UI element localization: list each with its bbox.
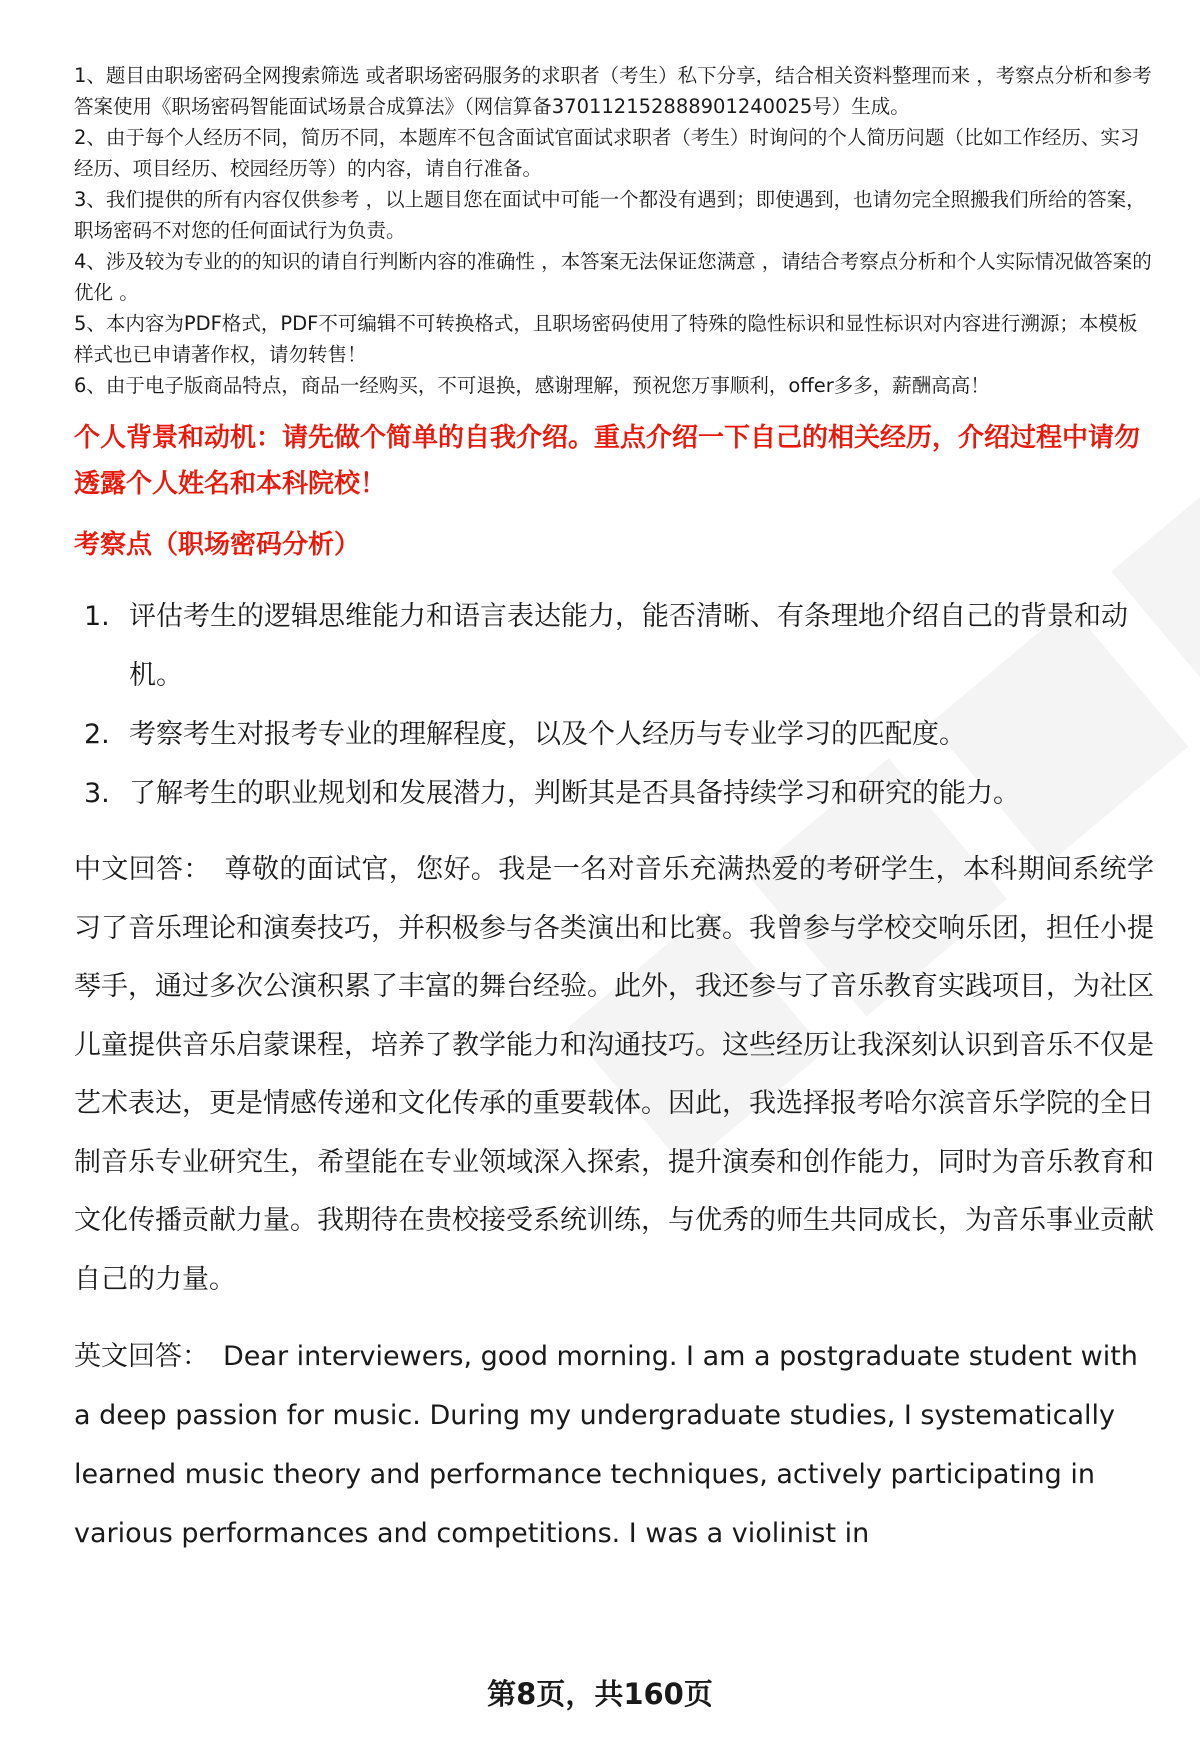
chinese-answer-label: 中文回答： [74,854,211,885]
english-answer-text: Dear interviewers, good morning. I am a postgraduate student with a deep passion for music. During my undergraduate studies, I systematically learned music theory and performance techniques, actively participating in various performances and competitions. I was a violinist in [74,1341,1138,1549]
point-number: 3. [84,778,110,809]
point-number: 2. [84,719,110,750]
disclaimer-note: 3、我们提供的所有内容仅供参考 ，以上题目您在面试中可能一个都没有遇到；即使遇到，也请勿完全照搬我们所给的答案，职场密码不对您的任何面试行为负责。 [74,188,1146,242]
english-answer [74,1327,1154,1563]
disclaimer-notes [74,60,1154,401]
point-text: 评估考生的逻辑思维能力和语言表达能力，能否清晰、有条理地介绍自己的背景和动机。 [129,601,1128,691]
interview-question: 个人背景和动机：请先做个简单的自我介绍。重点介绍一下自己的相关经历，介绍过程中请勿透露个人姓名和本科院校！ [74,423,1141,499]
point-text: 了解考生的职业规划和发展潜力，判断其是否具备持续学习和研究的能力。 [129,778,1020,809]
chinese-answer [74,841,1154,1309]
disclaimer-note: 5、本内容为PDF格式，PDF不可编辑不可转换格式，且职场密码使用了特殊的隐性标识和显性标识对内容进行溯源；本模板样式也已申请著作权，请勿转售！ [74,312,1138,366]
disclaimer-note: 4、涉及较为专业的的知识的请自行判断内容的准确性 ，本答案无法保证您满意 ，请结合考察点分析和个人实际情况做答案的优化 。 [74,250,1152,304]
assessment-point [74,705,1154,764]
assessment-points [74,587,1154,823]
disclaimer-note: 2、由于每个人经历不同，简历不同，本题库不包含面试官面试求职者（考生）时询问的个人简历问题（比如工作经历、实习经历、项目经历、校园经历等）的内容，请自行准备。 [74,126,1140,180]
assessment-point [74,587,1154,705]
chinese-answer-text: 尊敬的面试官，您好。我是一名对音乐充满热爱的考研学生，本科期间系统学习了音乐理论和演奏技巧，并积极参与各类演出和比赛。我曾参与学校交响乐团，担任小提琴手，通过多次公演积累了丰富的舞台经验。此外，我还参与了音乐教育实践项目，为社区儿童提供音乐启蒙课程，培养了教学能力和沟通技巧。这些经历让我深刻认识到音乐不仅是艺术表达，更是情感传递和文化传承的重要载体。因此，我选择报考哈尔滨音乐学院的全日制音乐专业研究生，希望能在专业领域深入探索，提升演奏和创作能力，同时为音乐教育和文化传播贡献力量。我期待在贵校接受系统训练，与优秀的师生共同成长，为音乐事业贡献自己的力量。 [74,854,1155,1295]
section-title: 考察点（职场密码分析） [74,530,361,560]
document-page [74,60,1154,1563]
english-answer-label: 英文回答： [74,1341,209,1372]
page-number: 第8页，共160页 [487,1677,713,1711]
point-text: 考察考生对报考专业的理解程度，以及个人经历与专业学习的匹配度。 [129,719,966,750]
assessment-point [74,764,1154,823]
disclaimer-note: 1、题目由职场密码全网搜索筛选 或者职场密码服务的求职者（考生）私下分享，结合相关资料整理而来 ，考察点分析和参考答案使用《职场密码智能面试场景合成算法》（网信算备370112152888901240025号）生成。 [74,64,1152,118]
disclaimer-note: 6、由于电子版商品特点，商品一经购买，不可退换，感谢理解，预祝您万事顺利，offer多多，薪酬高高！ [74,374,990,397]
point-number: 1. [84,601,110,632]
